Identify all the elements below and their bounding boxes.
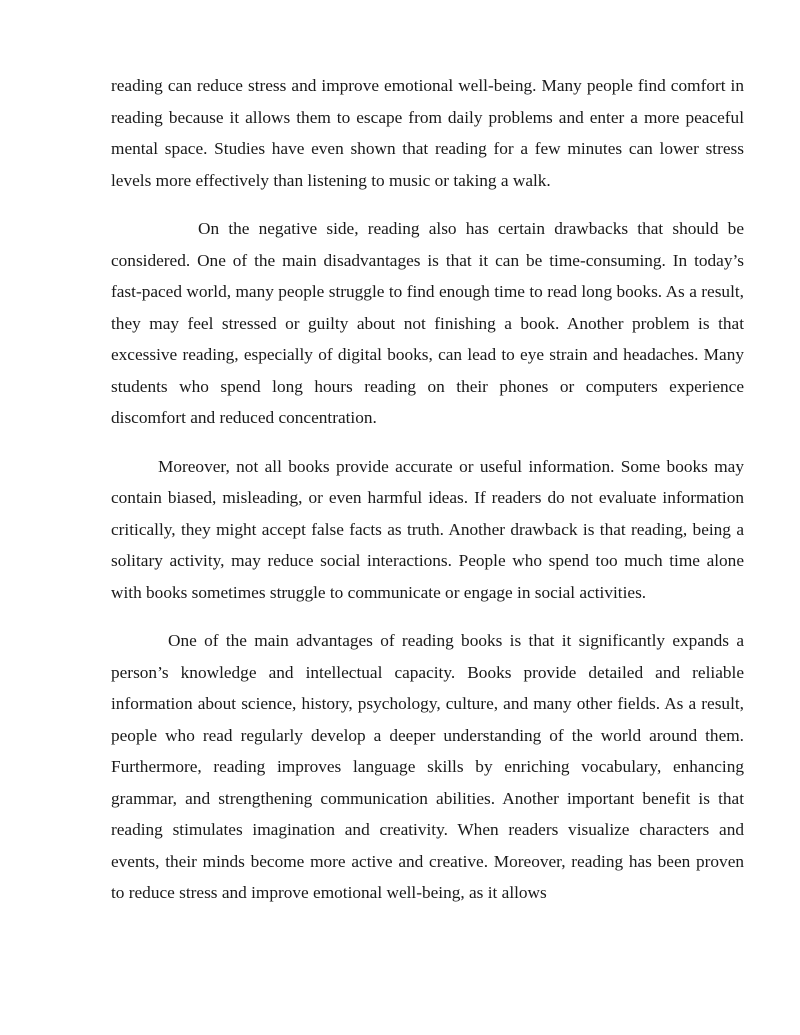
paragraph-main-advantages: One of the main advantages of reading books is that it significantly expands a person’s knowledge and intellectual capacity. Books provide detailed and reliable information about science, history, psychology, culture, and many other fields. As a result, people who read regularly develop a deeper understanding of the world around them. Furthermore, reading improves language skills by enriching vocabulary, enhancing grammar, and strengthening communication abilities. Another important benefit is that reading stimulates imagination and creativity. When readers visualize characters and events, their minds become more active and creative. Moreover, reading has been proven to reduce stress and improve emotional well-being, as it allows xyxy=(111,631,744,902)
paragraph-inaccurate-information: Moreover, not all books provide accurate or useful information. Some books may contain biased, misleading, or even harmful ideas. If readers do not evaluate information critically, they might accept false facts as truth. Another drawback is that reading, being a solitary activity, may reduce social interactions. People who spend too much time alone with books sometimes struggle to communicate or engage in social activities. xyxy=(111,456,744,602)
document-page xyxy=(111,70,744,909)
paragraph-stress-relief: reading can reduce stress and improve emotional well-being. Many people find comfort in reading because it allows them to escape from daily problems and enter a more peaceful mental space. Studies have even shown that reading for a few minutes can lower stress levels more effectively than listening to music or taking a walk. xyxy=(111,76,744,190)
paragraph-negative-side: On the negative side, reading also has certain drawbacks that should be considered. One of the main disadvantages is that it can be time-consuming. In today’s fast-paced world, many people struggle to find enough time to read long books. As a result, they may feel stressed or guilty about not finishing a book. Another problem is that excessive reading, especially of digital books, can lead to eye strain and headaches. Many students who spend long hours reading on their phones or computers experience discomfort and reduced concentration. xyxy=(111,219,744,427)
